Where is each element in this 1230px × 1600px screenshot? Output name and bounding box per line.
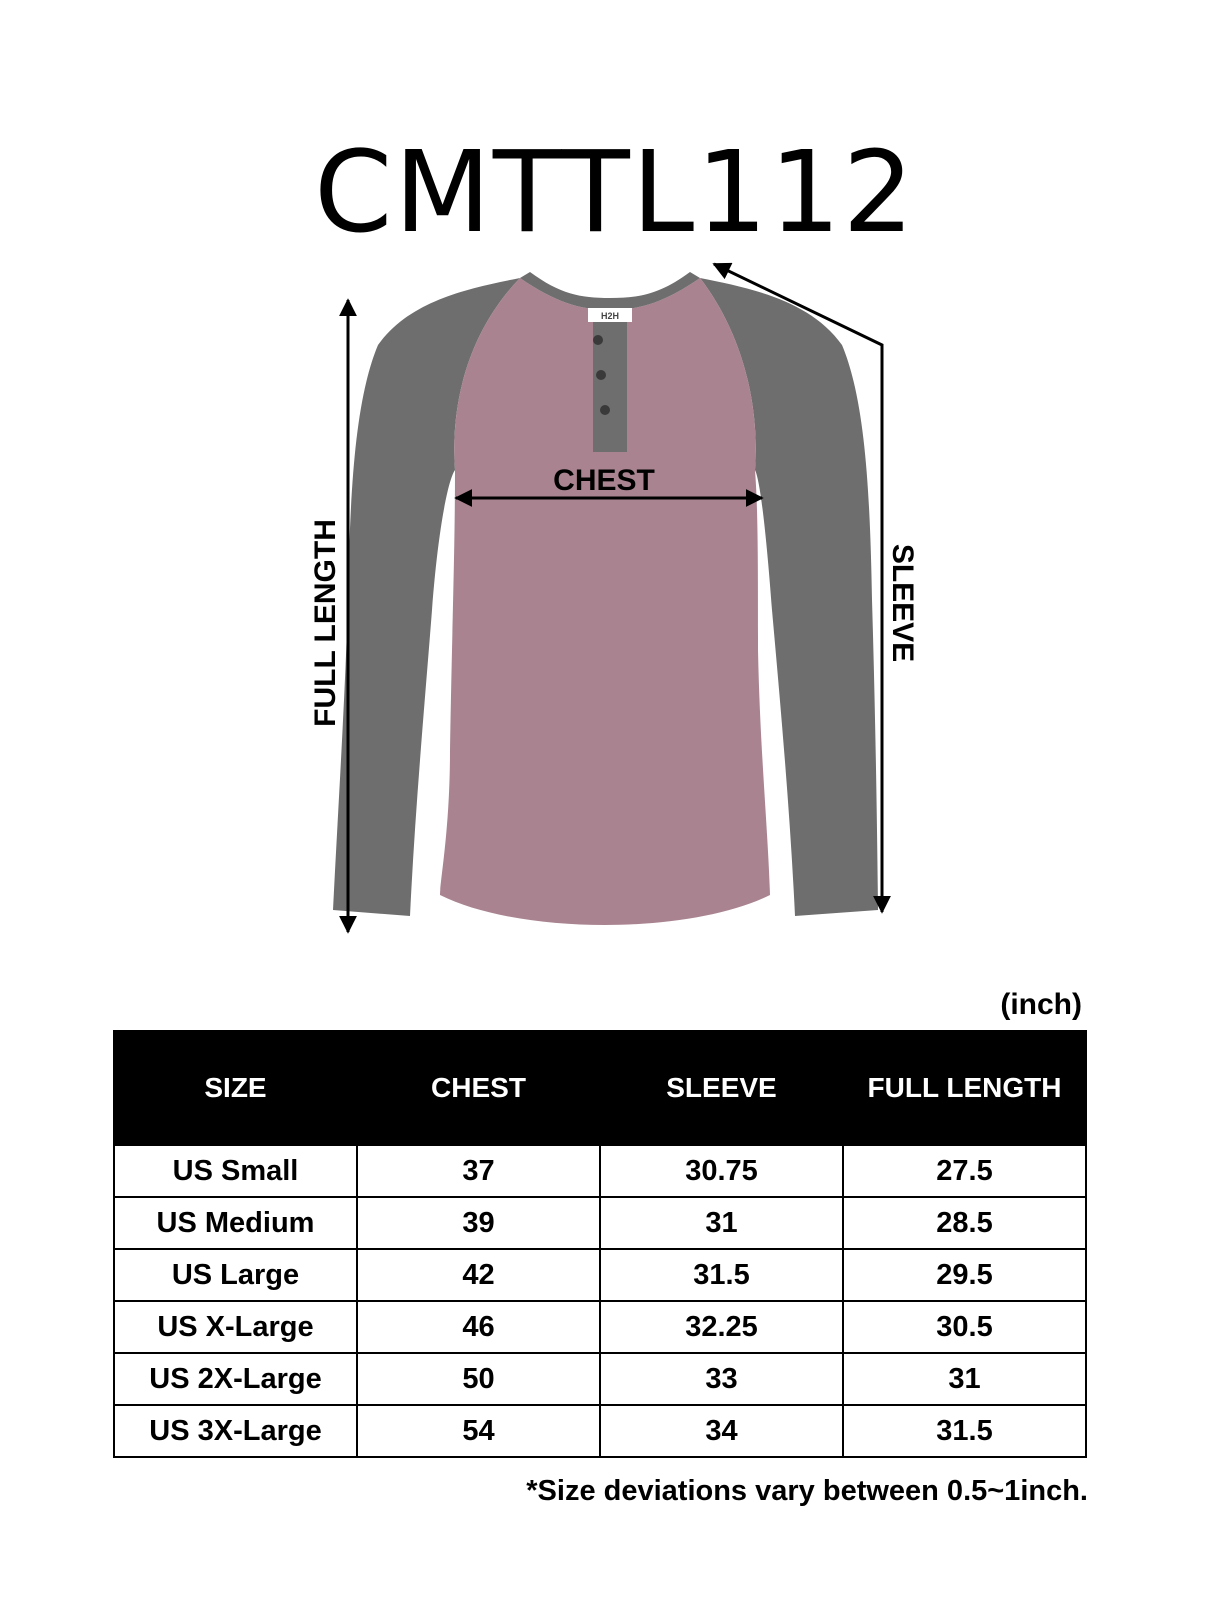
table-row [114,1145,1086,1197]
header-chest: CHEST [357,1031,600,1145]
sleeve-cell: 30.75 [600,1145,843,1197]
chest-cell: 54 [357,1405,600,1457]
chest-cell: 39 [357,1197,600,1249]
full-length-cell: 31.5 [843,1405,1086,1457]
sleeve-cell: 34 [600,1405,843,1457]
size-cell: US 3X-Large [114,1405,357,1457]
table-row [114,1353,1086,1405]
unit-label: (inch) [1000,988,1082,1021]
size-cell: US Medium [114,1197,357,1249]
chest-cell: 42 [357,1249,600,1301]
size-cell: US X-Large [114,1301,357,1353]
shirt-measurement-diagram [0,230,1230,970]
sleeve-cell: 32.25 [600,1301,843,1353]
button-3 [600,405,610,415]
table-row [114,1249,1086,1301]
table-row [114,1301,1086,1353]
full-length-cell: 29.5 [843,1249,1086,1301]
sleeve-cell: 33 [600,1353,843,1405]
sleeve-label: SLEEVE [886,543,919,663]
shirt-illustration [333,272,878,925]
table-header-row [114,1031,1086,1145]
full-length-cell: 30.5 [843,1301,1086,1353]
full-length-cell: 28.5 [843,1197,1086,1249]
header-sleeve: SLEEVE [600,1031,843,1145]
chest-label: CHEST [553,464,655,497]
size-deviation-note: *Size deviations vary between 0.5~1inch. [526,1475,1088,1507]
table-row [114,1405,1086,1457]
full-length-cell: 31 [843,1353,1086,1405]
placket [593,312,627,452]
chest-cell: 50 [357,1353,600,1405]
size-chart-table [113,1030,1087,1458]
full-length-cell: 27.5 [843,1145,1086,1197]
header-size: SIZE [114,1031,357,1145]
button-1 [593,335,603,345]
size-cell: US Small [114,1145,357,1197]
sleeve-cell: 31 [600,1197,843,1249]
button-2 [596,370,606,380]
chest-cell: 46 [357,1301,600,1353]
size-cell: US Large [114,1249,357,1301]
chest-cell: 37 [357,1145,600,1197]
full-length-label: FULL LENGTH [309,519,342,727]
product-code-title: CMTTL112 [314,128,916,259]
table-row [114,1197,1086,1249]
header-full-length: FULL LENGTH [843,1031,1086,1145]
size-cell: US 2X-Large [114,1353,357,1405]
sleeve-cell: 31.5 [600,1249,843,1301]
brand-tag-text: H2H [600,311,620,321]
